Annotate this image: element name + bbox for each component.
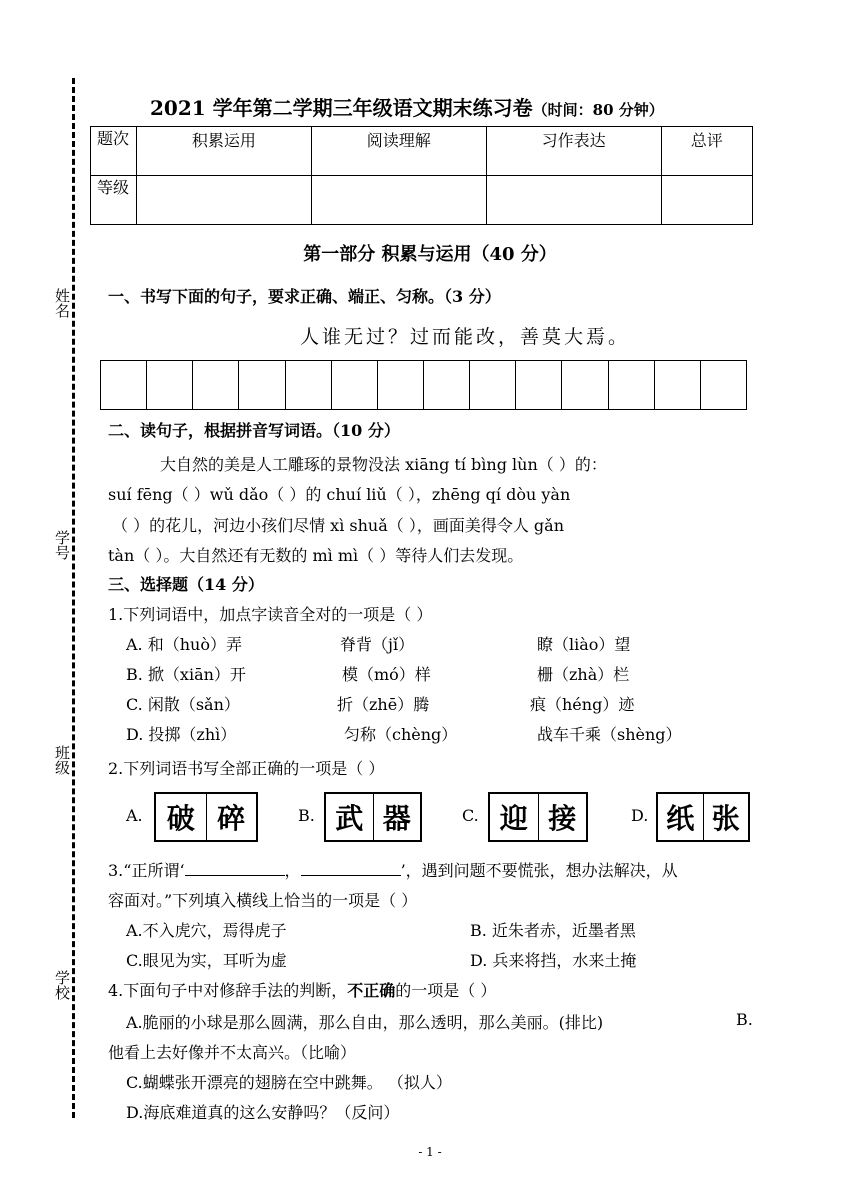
option-word-box: 破 碎 [154, 792, 258, 842]
option-letter: C. [462, 806, 479, 825]
grade-cell[interactable] [311, 176, 486, 225]
row-label-question: 题次 [91, 127, 137, 176]
q2-heading: 二、读句子，根据拼音写词语。（10 分） [108, 421, 400, 440]
q3-3-question-cont: 容面对。”下列填入横线上恰当的一项是（ ） [108, 891, 418, 910]
emphasis-text: 不正确 [347, 981, 396, 1000]
option-item: 他看上去好像并不太高兴。（比喻） [108, 1043, 357, 1062]
page-number: - 1 - [418, 1145, 442, 1159]
name-label: 姓名 [53, 288, 71, 318]
option-letter: D. [631, 806, 649, 825]
writing-grid[interactable] [100, 360, 747, 410]
part-heading: 第一部分 积累与运用（40 分） [303, 244, 557, 265]
option-letter: A. [126, 806, 143, 825]
option-item: D.海底难道真的这么安静吗？（反问） [126, 1103, 400, 1122]
option-word-box: 纸 张 [656, 792, 750, 842]
option-item: 栅（zhà）栏 [537, 665, 630, 684]
title-note: （时间：80 分钟） [532, 101, 664, 119]
q3-4-question: 4.下面句子中对修辞手法的判断，不正确的一项是（ ） [108, 981, 497, 1000]
option-item: C.眼见为实，耳听为虚 [126, 951, 287, 970]
option-item: A.脆丽的小球是那么圆满，那么自由，那么透明，那么美丽。(排比) [126, 1013, 604, 1032]
q3-2-question: 2.下列词语书写全部正确的一项是（ ） [108, 759, 385, 778]
school-label: 学校 [53, 970, 71, 1000]
copy-sentence: 人谁无过？过而能改，善莫大焉。 [300, 326, 631, 348]
grade-cell[interactable] [137, 176, 312, 225]
blank-line[interactable] [185, 861, 285, 876]
option-item: 瞭（liào）望 [537, 635, 631, 654]
option-item: 痕（héng）迹 [530, 695, 635, 714]
q2-line: 大自然的美是人工雕琢的景物没法 xiāng tí bìng lùn（ ）的： [160, 455, 607, 474]
q2-line: tàn（ ）。大自然还有无数的 mì mì（ ）等待人们去发现。 [108, 546, 524, 565]
option-letter: B. [298, 806, 315, 825]
blank-line[interactable] [301, 861, 401, 876]
option-item: D. 兵来将挡，水来土掩 [470, 951, 637, 970]
option-item: C.蝴蝶张开漂亮的翅膀在空中跳舞。 （拟人） [126, 1073, 452, 1092]
option-item: B. 近朱者赤，近墨者黑 [470, 921, 636, 940]
option-item: A. 和（huò）弄 [126, 635, 242, 654]
q1-heading: 一、书写下面的句子，要求正确、端正、匀称。（3 分） [108, 287, 501, 306]
option-item: 折（zhē）腾 [337, 695, 430, 714]
option-item: 匀称（chèng） [344, 725, 458, 744]
score-table [90, 126, 753, 225]
option-item: 模（mó）样 [342, 665, 431, 684]
col-header: 积累运用 [137, 127, 312, 176]
option-item: C. 闲散（sǎn） [126, 695, 240, 714]
option-letter: B. [736, 1010, 753, 1029]
option-word-box: 迎 接 [488, 792, 588, 842]
q3-3-question: 3.“正所谓‘ ， ’，遇到问题不要慌张，想办法解决，从 [108, 861, 678, 880]
q2-line: （ ）的花儿，河边小孩们尽情 xì shuǎ（ ），画面美得令人 gǎn [112, 516, 565, 535]
grade-cell[interactable] [486, 176, 661, 225]
option-item: 脊背（jǐ） [340, 635, 415, 654]
class-label: 班级 [53, 745, 71, 775]
col-header: 阅读理解 [311, 127, 486, 176]
option-word-box: 武 器 [324, 792, 422, 842]
binding-line [72, 78, 75, 1118]
col-header: 总评 [661, 127, 752, 176]
option-item: A.不入虎穴，焉得虎子 [126, 921, 287, 940]
option-item: B. 掀（xiān）开 [126, 665, 246, 684]
q3-1-question: 1.下列词语中，加点字读音全对的一项是（ ） [108, 605, 433, 624]
option-item: D. 投掷（zhì） [126, 725, 237, 744]
col-header: 习作表达 [486, 127, 661, 176]
row-label-grade: 等级 [91, 176, 137, 225]
q3-heading: 三、选择题（14 分） [108, 575, 264, 594]
grade-cell[interactable] [661, 176, 752, 225]
option-item: 战车千乘（shèng） [537, 725, 682, 744]
page-title: 2021 学年第二学期三年级语文期末练习卷（时间：80 分钟） [150, 96, 664, 120]
student-id-label: 学号 [53, 530, 71, 560]
q2-line: suí fēng（ ）wǔ dǎo（ ）的 chuí liǔ（ ），zhēng qí dòu yàn [108, 485, 571, 504]
